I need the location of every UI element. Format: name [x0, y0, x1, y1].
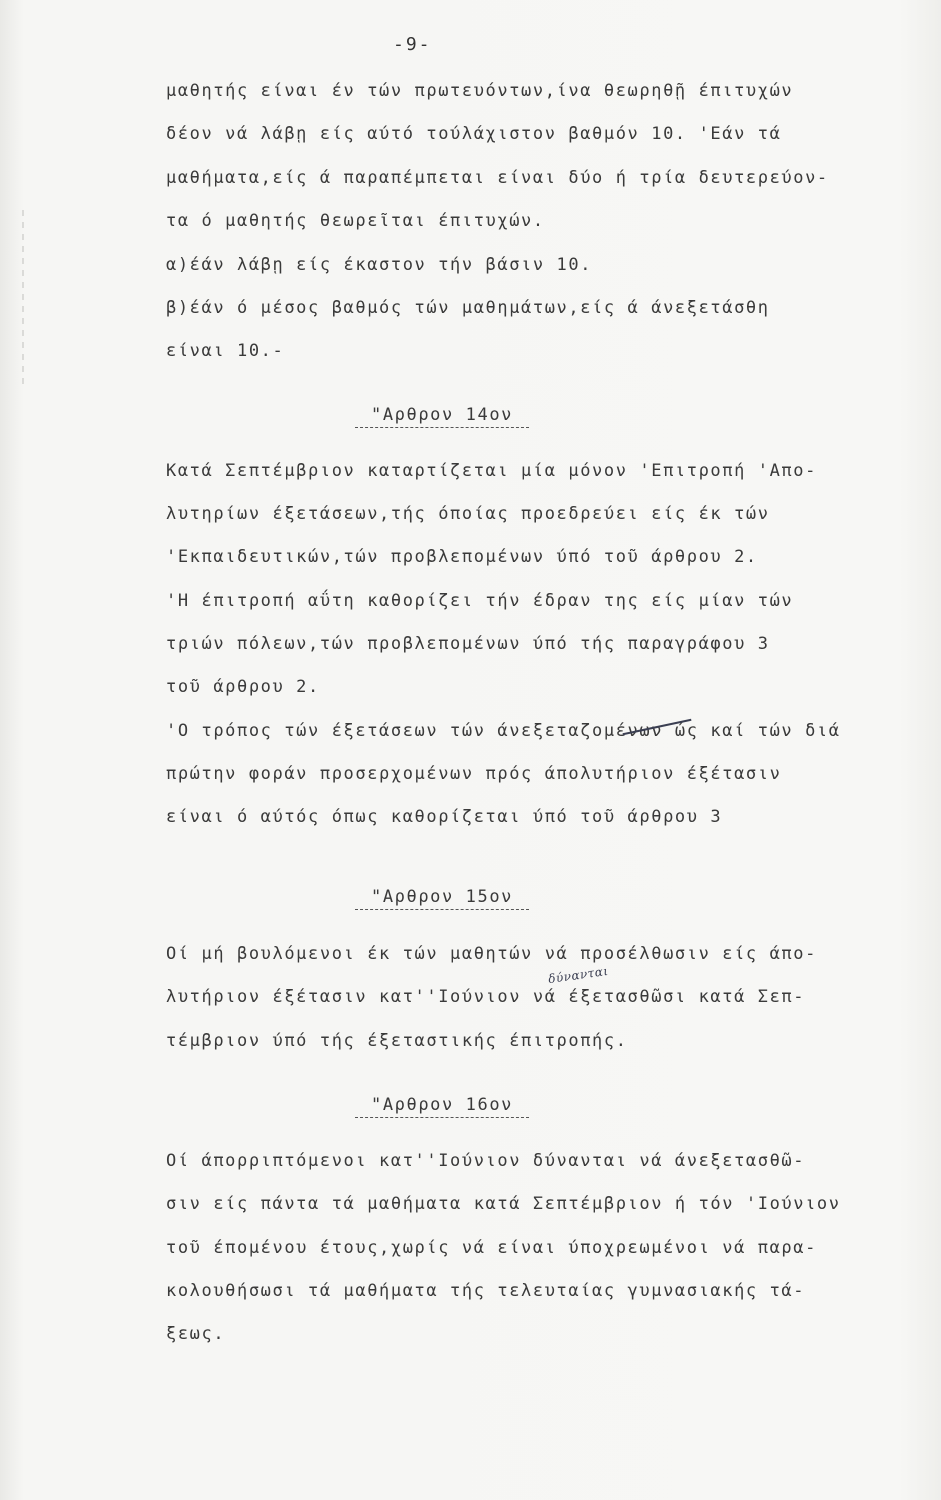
handwritten-insertion: δύνανται: [547, 963, 610, 987]
paragraph-line: Οί άπορριπτόμενοι κατ''Ιούνιον δύνανται νά άνεξετασθῶ-: [166, 1151, 806, 1171]
paragraph-line: α)έάν λάβῃ είς έκαστον τήν βάσιν 10.: [166, 255, 593, 275]
paragraph-line: μαθητής είναι έν τών πρωτευόντων,ίνα θεωρηθῇ έπιτυχών: [166, 81, 794, 101]
paragraph-line: δέον νά λάβῃ είς αύτό τούλάχιστον βαθμόν 10. 'Εάν τά: [166, 124, 782, 144]
page-number: -9-: [393, 34, 432, 55]
paragraph-line: σιν είς πάντα τά μαθήματα κατά Σεπτέμβριον ή τόν 'Ιούνιον: [166, 1194, 841, 1214]
paragraph-line: τέμβριον ύπό τής έξεταστικής έπιτροπής.: [166, 1031, 628, 1051]
article-14-heading: "Αρθρον 14ον: [355, 404, 529, 428]
paragraph-line: τριών πόλεων,τών προβλεπομένων ύπό τής παραγράφου 3: [166, 634, 770, 654]
paragraph-line: β)έάν ό μέσος βαθμός τών μαθημάτων,είς ά άνεξετάσθη: [166, 298, 770, 318]
paragraph-line: είναι 10.-: [166, 341, 285, 361]
paragraph-line: ξεως.: [166, 1324, 226, 1344]
paragraph-line: 'Η έπιτροπή αΰτη καθορίζει τήν έδραν της είς μίαν τών: [166, 591, 794, 611]
paragraph-line: τα ό μαθητής θεωρεῖται έπιτυχών.: [166, 211, 545, 231]
paragraph-line: λυτηρίων έξετάσεων,τής όποίας προεδρεύει είς έκ τών: [166, 504, 770, 524]
paragraph-line: 'Ο τρόπος τών έξετάσεων τών άνεξεταζομένων ώς καί τών διά: [166, 721, 841, 741]
paragraph-line: τοῦ έπομένου έτους,χωρίς νά είναι ύποχρεωμένοι νά παρα-: [166, 1238, 817, 1258]
paragraph-line: λυτήριον έξέτασιν κατ''Ιούνιον νά έξετασθῶσι κατά Σεπ-: [166, 987, 806, 1007]
paragraph-line: τοῦ άρθρου 2.: [166, 677, 320, 697]
paragraph-line: Κατά Σεπτέμβριον καταρτίζεται μία μόνον 'Επιτροπή 'Απο-: [166, 461, 817, 481]
article-15-heading: "Αρθρον 15ον: [355, 886, 529, 910]
margin-scan-artifact: [22, 210, 24, 390]
paragraph-line: είναι ό αύτός όπως καθορίζεται ύπό τοῦ άρθρου 3: [166, 807, 723, 827]
paragraph-line: πρώτην φοράν προσερχομένων πρός άπολυτήριον έξέτασιν: [166, 764, 782, 784]
paragraph-line: Οί μή βουλόμενοι έκ τών μαθητών νά προσέλθωσιν είς άπο-: [166, 944, 817, 964]
article-16-heading: "Αρθρον 16ον: [355, 1094, 529, 1118]
paragraph-line: μαθήματα,είς ά παραπέμπεται είναι δύο ή τρία δευτερεύον-: [166, 168, 829, 188]
paragraph-line: κολουθήσωσι τά μαθήματα τής τελευταίας γυμνασιακής τά-: [166, 1281, 806, 1301]
paragraph-line: 'Εκπαιδευτικών,τών προβλεπομένων ύπό τοῦ άρθρου 2.: [166, 547, 758, 567]
